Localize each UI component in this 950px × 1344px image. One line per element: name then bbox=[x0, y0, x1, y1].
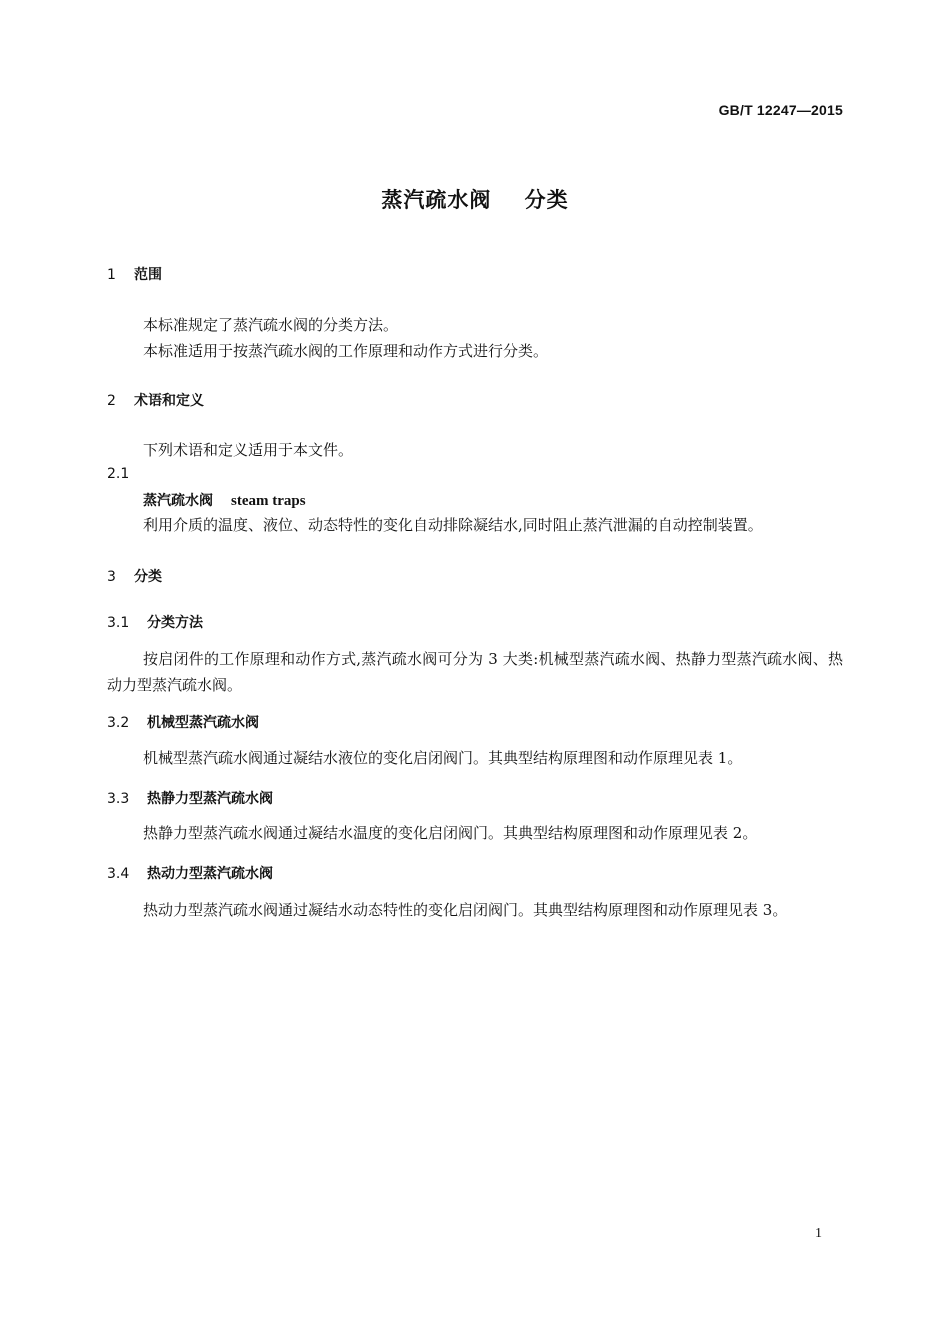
section-number: 3.1 bbox=[107, 615, 130, 631]
paragraph: 按启闭件的工作原理和动作方式,蒸汽疏水阀可分为 3 大类:机械型蒸汽疏水阀、热静力型蒸汽疏水阀、热动力型蒸汽疏水阀。 bbox=[107, 650, 843, 694]
standard-code: GB/T 12247—2015 bbox=[718, 102, 843, 118]
paragraph: 热静力型蒸汽疏水阀通过凝结水温度的变化启闭阀门。其典型结构原理图和动作原理见表 2。 bbox=[143, 824, 758, 842]
paragraph: 本标准适用于按蒸汽疏水阀的工作原理和动作方式进行分类。 bbox=[143, 342, 549, 360]
paragraph: 本标准规定了蒸汽疏水阀的分类方法。 bbox=[143, 316, 399, 334]
term-english: steam traps bbox=[231, 493, 306, 509]
paragraph: 机械型蒸汽疏水阀通过凝结水液位的变化启闭阀门。其典型结构原理图和动作原理见表 1。 bbox=[143, 749, 743, 767]
section-title: 热动力型蒸汽疏水阀 bbox=[147, 866, 273, 882]
section-title: 范围 bbox=[134, 267, 162, 283]
section-title: 机械型蒸汽疏水阀 bbox=[147, 715, 259, 731]
section-number: 3.4 bbox=[107, 866, 130, 882]
term-name bbox=[143, 490, 306, 510]
section-number: 3.3 bbox=[107, 791, 130, 807]
definition: 利用介质的温度、液位、动态特性的变化自动排除凝结水,同时阻止蒸汽泄漏的自动控制装置。 bbox=[143, 516, 763, 534]
section-number: 3 bbox=[107, 569, 116, 585]
section-title: 分类 bbox=[134, 569, 162, 585]
section-1-heading bbox=[107, 264, 162, 284]
section-3-2-heading bbox=[107, 712, 259, 732]
section-number: 2 bbox=[107, 393, 116, 409]
section-2-heading bbox=[107, 390, 204, 410]
document-title: 蒸汽疏水阀 分类 bbox=[381, 188, 569, 212]
page-number: 1 bbox=[815, 1226, 822, 1241]
section-title: 热静力型蒸汽疏水阀 bbox=[147, 791, 273, 807]
section-3-4-heading bbox=[107, 863, 273, 883]
section-3-heading bbox=[107, 566, 162, 586]
term-number: 2.1 bbox=[107, 466, 130, 482]
section-3-3-heading bbox=[107, 788, 273, 808]
paragraph: 下列术语和定义适用于本文件。 bbox=[143, 441, 354, 459]
section-title: 分类方法 bbox=[147, 615, 203, 631]
section-number: 1 bbox=[107, 267, 116, 283]
paragraph: 热动力型蒸汽疏水阀通过凝结水动态特性的变化启闭阀门。其典型结构原理图和动作原理见表 3。 bbox=[143, 901, 788, 919]
section-title: 术语和定义 bbox=[134, 393, 204, 409]
section-3-1-heading bbox=[107, 612, 203, 632]
section-number: 3.2 bbox=[107, 715, 130, 731]
term-chinese: 蒸汽疏水阀 bbox=[143, 493, 213, 509]
